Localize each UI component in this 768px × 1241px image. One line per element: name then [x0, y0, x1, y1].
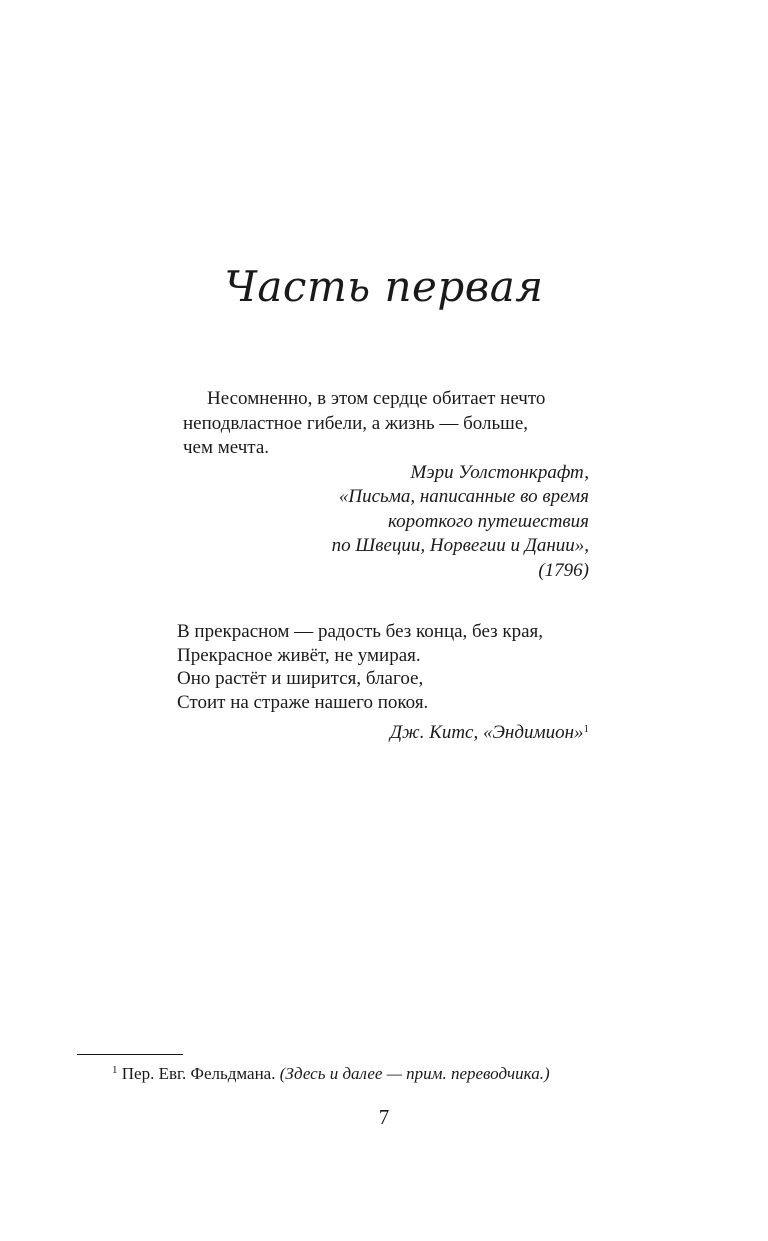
attribution-line: короткого путешествия: [387, 510, 589, 532]
verse-line: Оно растёт и ширится, благое,: [177, 668, 424, 689]
attribution-line: «Письма, написанные во время: [338, 486, 589, 507]
page-number: 7: [378, 1105, 390, 1129]
verse-line: В прекрасном — радость без конца, без края,: [177, 621, 544, 642]
attribution-line: Мэри Уолстонкрафт,: [410, 461, 589, 483]
epigraph-keats: [177, 620, 589, 745]
footnote-note: (Здесь и далее — прим. переводчика.): [279, 1064, 550, 1083]
verse-line: Стоит на страже нашего покоя.: [177, 691, 429, 713]
epigraph-attribution: [177, 721, 589, 745]
footnote: [112, 1063, 592, 1085]
footnote-text: Пер. Евг. Фельдмана.: [121, 1064, 276, 1083]
epigraph-quote: [183, 387, 589, 461]
verse-line: Прекрасное живёт, не умирая.: [177, 644, 421, 666]
epigraph-wollstonecraft: [183, 387, 589, 583]
quote-line: Несомненно, в этом сердце обитает нечто: [207, 388, 546, 409]
attribution-text: Дж. Китс, «Эндимион»: [389, 722, 584, 743]
attribution-line: по Швеции, Норвегии и Дании»,: [331, 535, 589, 556]
quote-line: чем мечта.: [183, 437, 270, 458]
quote-line: неподвластное гибели, а жизнь — больше,: [183, 412, 528, 434]
footnote-reference[interactable]: 1: [583, 723, 589, 735]
page-title: Часть первая: [224, 262, 544, 311]
attribution-line: (1796): [538, 559, 589, 581]
footnote-marker: 1: [112, 1064, 118, 1076]
epigraph-attribution: [183, 461, 589, 584]
footnote-divider: [77, 1054, 183, 1055]
